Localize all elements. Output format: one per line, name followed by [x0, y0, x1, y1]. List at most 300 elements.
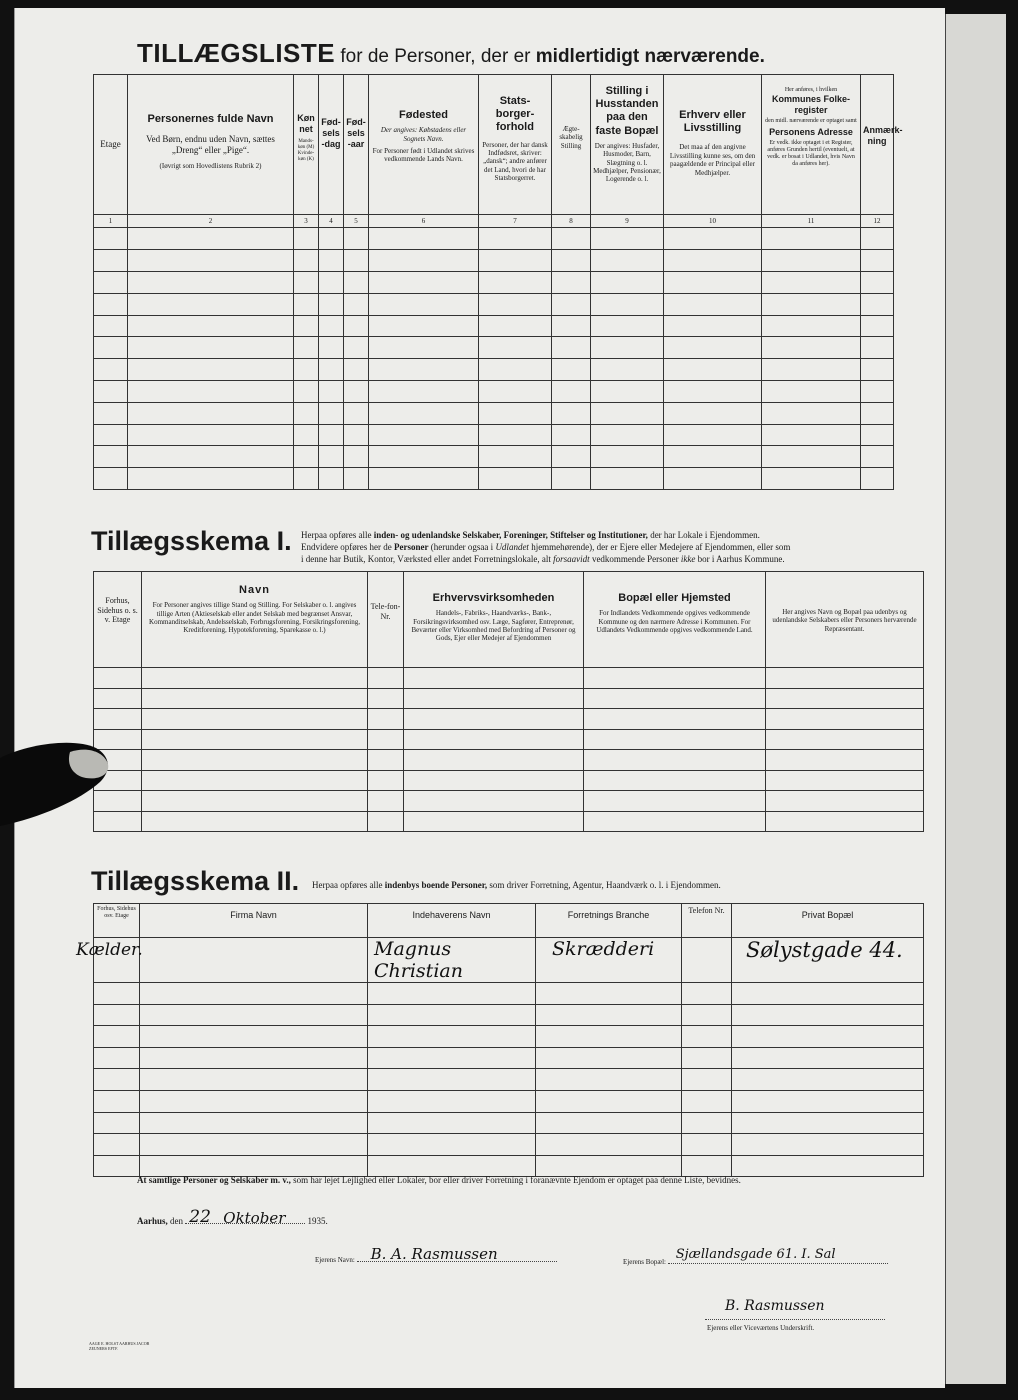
blank-cell: [552, 446, 591, 468]
col-register-title2: Personens Adresse: [769, 126, 853, 137]
col-occupation: [664, 75, 762, 215]
blank-cell: [368, 1155, 536, 1177]
blank-cell: [682, 1026, 732, 1048]
blank-row: [94, 1047, 924, 1069]
blank-cell: [319, 380, 344, 402]
blank-cell: [591, 468, 664, 490]
footer-den: den: [170, 1216, 184, 1226]
blank-cell: [762, 228, 861, 250]
blank-cell: [140, 1112, 368, 1134]
col-register: [762, 75, 861, 215]
blank-cell: [369, 228, 479, 250]
blank-cell: [536, 983, 682, 1005]
blank-cell: [552, 271, 591, 293]
blank-cell: [766, 729, 924, 750]
blank-cell: [404, 729, 584, 750]
handwritten-owner-name: B. A. Rasmussen: [370, 1245, 498, 1263]
blank-cell: [344, 315, 369, 337]
blank-cell: [404, 688, 584, 709]
blank-row: [94, 402, 894, 424]
blank-cell: [762, 380, 861, 402]
blank-cell: [294, 293, 319, 315]
blank-cell: [664, 337, 762, 359]
blank-cell: [142, 688, 368, 709]
blank-cell: [294, 446, 319, 468]
blank-row: [94, 424, 894, 446]
blank-cell: [682, 1090, 732, 1112]
col-birthplace-note2: For Personer født i Udlandet skrives vedkommende Lands Navn.: [372, 146, 475, 164]
blank-cell: [861, 315, 894, 337]
blank-cell: [536, 1090, 682, 1112]
col-num: 6: [369, 215, 479, 228]
blank-cell: [479, 424, 552, 446]
blank-cell: [128, 228, 294, 250]
blank-cell: [344, 402, 369, 424]
col-num: 7: [479, 215, 552, 228]
blank-cell: [536, 1155, 682, 1177]
blank-cell: [732, 1069, 924, 1091]
col-occupation-title: Erhverv eller Livsstilling: [679, 109, 746, 135]
blank-cell: [682, 1047, 732, 1069]
col-marital: [552, 75, 591, 215]
blank-cell: [368, 750, 404, 771]
blank-cell: [319, 250, 344, 272]
schema1-intro-italic: forsaavidt: [553, 554, 590, 564]
handwritten-month: Oktober: [223, 1209, 286, 1227]
blank-cell: [94, 402, 128, 424]
blank-cell: [766, 688, 924, 709]
col-household: [591, 75, 664, 215]
main-title-bold2: midlertidigt nærværende.: [535, 46, 765, 67]
blank-cell: [94, 1004, 140, 1026]
blank-row: [94, 228, 894, 250]
col-register-note: den midl. nærværende er optaget samt: [765, 117, 857, 124]
blank-cell: [368, 1134, 536, 1156]
blank-cell: [369, 380, 479, 402]
schema1-intro-text: bor i Aarhus Kommune.: [697, 554, 785, 564]
col-register-pre: Her anføres, i hvilken: [784, 87, 838, 93]
blank-cell: [732, 1026, 924, 1048]
footer-address-line: [623, 1247, 888, 1266]
schema1-body: [94, 668, 924, 832]
schema1-title: Tillægsskema I.: [91, 526, 292, 556]
blank-cell: [591, 250, 664, 272]
blank-cell: [128, 380, 294, 402]
col-num: 12: [861, 215, 894, 228]
blank-cell: [732, 983, 924, 1005]
s2-col-etage-title: Forhus, Sidehus osv. Etage: [97, 906, 136, 920]
s2-col-branch-title: Forretnings Branche: [567, 910, 650, 920]
blank-cell: [591, 271, 664, 293]
blank-cell: [369, 402, 479, 424]
signature-label: Ejerens eller Viceværtens Underskrift.: [707, 1324, 815, 1332]
blank-cell: [368, 1069, 536, 1091]
blank-cell: [732, 1134, 924, 1156]
s2-row-1: [94, 938, 924, 983]
blank-cell: [94, 1112, 140, 1134]
handwritten-owner: Magnus Christian: [374, 938, 463, 982]
blank-cell: [591, 380, 664, 402]
blank-cell: [584, 750, 766, 771]
col-num: 5: [344, 215, 369, 228]
blank-row: [94, 983, 924, 1005]
blank-row: [94, 1026, 924, 1048]
col-num: 10: [664, 215, 762, 228]
blank-cell: [591, 293, 664, 315]
blank-cell: [140, 1004, 368, 1026]
blank-cell: [404, 668, 584, 689]
blank-cell: [140, 983, 368, 1005]
s1-col-phone: [368, 572, 404, 668]
col-etage: [94, 75, 128, 215]
main-title: [137, 38, 937, 69]
blank-row: [94, 1090, 924, 1112]
blank-cell: [142, 709, 368, 730]
col-household-note: Der angives: Husfader, Husmoder, Barn, Slægtning o. l. Medhjælper, Pensionær, Logerende o. l.: [593, 141, 661, 184]
blank-cell: [766, 811, 924, 832]
col-name-note: Ved Børn, endnu uden Navn, sættes „Dreng“ eller „Pige“.: [146, 134, 275, 155]
blank-cell: [94, 446, 128, 468]
blank-cell: [368, 811, 404, 832]
blank-cell: [682, 1112, 732, 1134]
col-register-note2: Er vedk. ikke optaget i et Register, anføres Grunden hertil (eventuelt, at vedk. er bosat i Udlandet, hvis Navn da anføres her).: [767, 139, 855, 168]
col-birthplace: [369, 75, 479, 215]
col-citizenship-title: Stats-borger-forhold: [495, 95, 535, 134]
blank-row: [94, 380, 894, 402]
blank-row: [94, 668, 924, 689]
blank-row: [94, 1112, 924, 1134]
schema1-intro: [301, 529, 931, 565]
col-birthday: [319, 75, 344, 215]
s2-row-etage: [76, 938, 143, 983]
blank-row: [94, 729, 924, 750]
blank-cell: [591, 402, 664, 424]
col-birthplace-title: Fødested: [399, 109, 448, 121]
blank-cell: [368, 1004, 536, 1026]
blank-cell: [369, 468, 479, 490]
schema1-intro-text: (herunder ogsaa i: [430, 542, 494, 552]
col-birthyear: [344, 75, 369, 215]
blank-cell: [369, 250, 479, 272]
blank-cell: [344, 468, 369, 490]
blank-cell: [584, 688, 766, 709]
s2-row-phone: [682, 938, 732, 983]
s2-col-phone-title: Telefon Nr.: [688, 906, 725, 915]
blank-row: [94, 1134, 924, 1156]
blank-row: [94, 359, 894, 381]
blank-cell: [584, 791, 766, 812]
handwritten-day: 22: [189, 1207, 211, 1227]
schema2-intro-bold: indenbys boende Personer,: [384, 880, 488, 890]
blank-cell: [94, 293, 128, 315]
schema1-intro-text: der har Lokale i Ejendommen.: [650, 530, 760, 540]
blank-row: [94, 315, 894, 337]
blank-cell: [479, 380, 552, 402]
blank-cell: [552, 337, 591, 359]
blank-cell: [552, 402, 591, 424]
col-num: 3: [294, 215, 319, 228]
blank-cell: [479, 337, 552, 359]
col-gender: [294, 75, 319, 215]
blank-cell: [732, 1004, 924, 1026]
blank-cell: [766, 770, 924, 791]
col-remark-title: Anmærk-ning: [863, 125, 903, 146]
blank-cell: [294, 271, 319, 293]
blank-cell: [294, 250, 319, 272]
blank-cell: [664, 402, 762, 424]
blank-cell: [369, 315, 479, 337]
blank-cell: [368, 770, 404, 791]
col-birthday-title: Fød-sels-dag: [321, 117, 341, 149]
blank-cell: [404, 750, 584, 771]
s2-col-branch: [536, 904, 682, 938]
blank-cell: [404, 791, 584, 812]
blank-cell: [294, 337, 319, 359]
blank-row: [94, 468, 894, 490]
main-title-normal: for de Personer, der er: [340, 46, 531, 67]
footer-statement-text: som har lejet Lejlighed eller Lokaler, bor eller driver Forretning i foranævnte Ejendom er optaget paa denne Liste, bevidnes.: [293, 1175, 741, 1185]
blank-cell: [319, 359, 344, 381]
blank-cell: [344, 293, 369, 315]
blank-cell: [732, 1155, 924, 1177]
blank-row: [94, 271, 894, 293]
blank-cell: [142, 811, 368, 832]
blank-cell: [140, 1026, 368, 1048]
blank-cell: [294, 424, 319, 446]
blank-cell: [762, 446, 861, 468]
finger-holding-page: [0, 738, 120, 838]
blank-cell: [94, 1134, 140, 1156]
blank-cell: [584, 668, 766, 689]
blank-cell: [552, 380, 591, 402]
s2-col-phone: [682, 904, 732, 938]
blank-cell: [591, 446, 664, 468]
blank-row: [94, 337, 894, 359]
blank-cell: [536, 1026, 682, 1048]
blank-cell: [94, 337, 128, 359]
blank-cell: [128, 402, 294, 424]
schema2-intro: [312, 880, 932, 890]
blank-cell: [140, 1155, 368, 1177]
blank-cell: [128, 337, 294, 359]
blank-cell: [94, 380, 128, 402]
blank-cell: [479, 228, 552, 250]
blank-cell: [94, 1155, 140, 1177]
owner-label: Ejerens Navn:: [315, 1256, 355, 1264]
blank-row: [94, 1155, 924, 1177]
blank-cell: [479, 271, 552, 293]
col-remark: [861, 75, 903, 215]
blank-cell: [319, 315, 344, 337]
blank-cell: [404, 770, 584, 791]
s2-row-private: [732, 938, 924, 983]
blank-cell: [404, 709, 584, 730]
blank-cell: [368, 1026, 536, 1048]
blank-cell: [664, 468, 762, 490]
blank-cell: [94, 468, 128, 490]
col-num: 2: [128, 215, 294, 228]
blank-cell: [94, 1069, 140, 1091]
schema1-intro-italic: ikke: [680, 554, 696, 564]
blank-cell: [94, 1047, 140, 1069]
col-num: 9: [591, 215, 664, 228]
blank-cell: [140, 1134, 368, 1156]
s1-col-business-note: Handels-, Fabriks-, Haandværks-, Bank-, Forsikringsvirksomhed osv. Læge, Sagfører, Entreprenør, Beværter eller Virksomhed med Befordring af Personer og Gods, Ejer eller Medejer af Ejendommen: [411, 609, 576, 643]
col-occupation-note: Det maa af den angivne Livsstilling kunne ses, om den paagældende er Principal eller Medhjælper.: [669, 143, 756, 177]
blank-row: [94, 688, 924, 709]
blank-cell: [368, 1090, 536, 1112]
blank-cell: [682, 1134, 732, 1156]
blank-cell: [762, 359, 861, 381]
address-label: Ejerens Bopæl:: [623, 1258, 666, 1266]
blank-cell: [682, 1004, 732, 1026]
blank-cell: [368, 729, 404, 750]
s1-col-phone-note: Tele-fon-Nr.: [370, 602, 401, 621]
blank-cell: [128, 250, 294, 272]
schema1-intro-italic: Udlandet: [495, 542, 529, 552]
blank-cell: [536, 1004, 682, 1026]
blank-cell: [344, 359, 369, 381]
blank-cell: [368, 1047, 536, 1069]
s2-row-owner: [368, 938, 536, 983]
tillaegsliste-body: [94, 228, 894, 490]
handwritten-etage: Kælder.: [76, 940, 143, 960]
blank-cell: [861, 446, 894, 468]
s2-col-etage: [94, 904, 140, 938]
blank-cell: [552, 228, 591, 250]
blank-cell: [369, 424, 479, 446]
blank-cell: [861, 380, 894, 402]
blank-cell: [140, 1047, 368, 1069]
blank-row: [94, 750, 924, 771]
blank-cell: [552, 468, 591, 490]
col-citizenship-note: Personer, der har dansk Indfødsret, skriver: „dansk“; andre anfører det Land, hvori de har Statsborgerret.: [482, 140, 548, 183]
blank-cell: [294, 359, 319, 381]
blank-cell: [319, 446, 344, 468]
blank-cell: [732, 1090, 924, 1112]
blank-cell: [94, 688, 142, 709]
s2-row-firm: [140, 938, 368, 983]
blank-cell: [142, 729, 368, 750]
blank-cell: [128, 359, 294, 381]
blank-cell: [766, 709, 924, 730]
blank-cell: [861, 293, 894, 315]
blank-cell: [94, 315, 128, 337]
blank-cell: [479, 402, 552, 424]
blank-cell: [762, 468, 861, 490]
blank-cell: [664, 228, 762, 250]
blank-cell: [369, 446, 479, 468]
footer-owner-line: [315, 1245, 557, 1264]
col-name: [128, 75, 294, 215]
blank-cell: [664, 315, 762, 337]
schema1-intro-text: i denne har Butik, Kontor, Værksted eller andet Forretningslokale, alt: [301, 554, 551, 564]
blank-row: [94, 791, 924, 812]
blank-cell: [344, 446, 369, 468]
blank-cell: [861, 424, 894, 446]
blank-cell: [664, 446, 762, 468]
blank-cell: [94, 271, 128, 293]
blank-cell: [591, 315, 664, 337]
blank-row: [94, 293, 894, 315]
blank-cell: [762, 337, 861, 359]
blank-cell: [94, 250, 128, 272]
s1-col-etage: [94, 572, 142, 668]
blank-row: [94, 1069, 924, 1091]
schema2-title: Tillægsskema II.: [91, 866, 300, 896]
blank-cell: [368, 688, 404, 709]
blank-cell: [140, 1090, 368, 1112]
col-num: 4: [319, 215, 344, 228]
blank-cell: [319, 337, 344, 359]
blank-cell: [762, 271, 861, 293]
handwritten-branch: Skrædderi: [552, 938, 655, 960]
blank-cell: [128, 293, 294, 315]
col-name-title: Personernes fulde Navn: [147, 113, 274, 125]
blank-cell: [861, 271, 894, 293]
blank-cell: [591, 228, 664, 250]
s1-col-business-title: Erhvervsvirksomheden: [432, 592, 555, 604]
blank-cell: [664, 250, 762, 272]
blank-cell: [536, 1112, 682, 1134]
blank-cell: [479, 293, 552, 315]
s1-col-name-title: Navn: [239, 584, 270, 596]
blank-cell: [294, 315, 319, 337]
blank-cell: [94, 424, 128, 446]
blank-cell: [584, 811, 766, 832]
blank-cell: [128, 315, 294, 337]
col-etage-title: Etage: [100, 139, 121, 150]
blank-cell: [552, 359, 591, 381]
blank-cell: [664, 424, 762, 446]
blank-cell: [552, 424, 591, 446]
blank-cell: [682, 1155, 732, 1177]
blank-cell: [369, 293, 479, 315]
blank-cell: [536, 1134, 682, 1156]
footer-date-line: [137, 1207, 328, 1227]
blank-cell: [766, 668, 924, 689]
blank-cell: [664, 293, 762, 315]
blank-cell: [319, 271, 344, 293]
blank-cell: [94, 709, 142, 730]
blank-cell: [664, 271, 762, 293]
blank-cell: [94, 1026, 140, 1048]
blank-row: [94, 770, 924, 791]
next-page-edge: [944, 14, 1006, 1384]
col-num: 8: [552, 215, 591, 228]
blank-cell: [94, 228, 128, 250]
blank-cell: [536, 1069, 682, 1091]
blank-cell: [344, 337, 369, 359]
col-gender-title: Kønnet: [297, 113, 315, 134]
blank-cell: [762, 424, 861, 446]
census-page: [14, 8, 945, 1388]
blank-cell: [762, 250, 861, 272]
blank-row: [94, 1004, 924, 1026]
blank-cell: [128, 271, 294, 293]
schema1-intro-text: vedkommende Personer: [591, 554, 679, 564]
tillaegsliste-table: [93, 74, 903, 490]
footer-year: 1935.: [307, 1216, 328, 1226]
schema2-table: [76, 903, 924, 1177]
col-num: 1: [94, 215, 128, 228]
s2-col-firm: [140, 904, 368, 938]
blank-cell: [552, 250, 591, 272]
blank-cell: [368, 709, 404, 730]
blank-cell: [294, 228, 319, 250]
blank-cell: [591, 359, 664, 381]
col-register-title: Kommunes Folke-register: [771, 94, 850, 115]
